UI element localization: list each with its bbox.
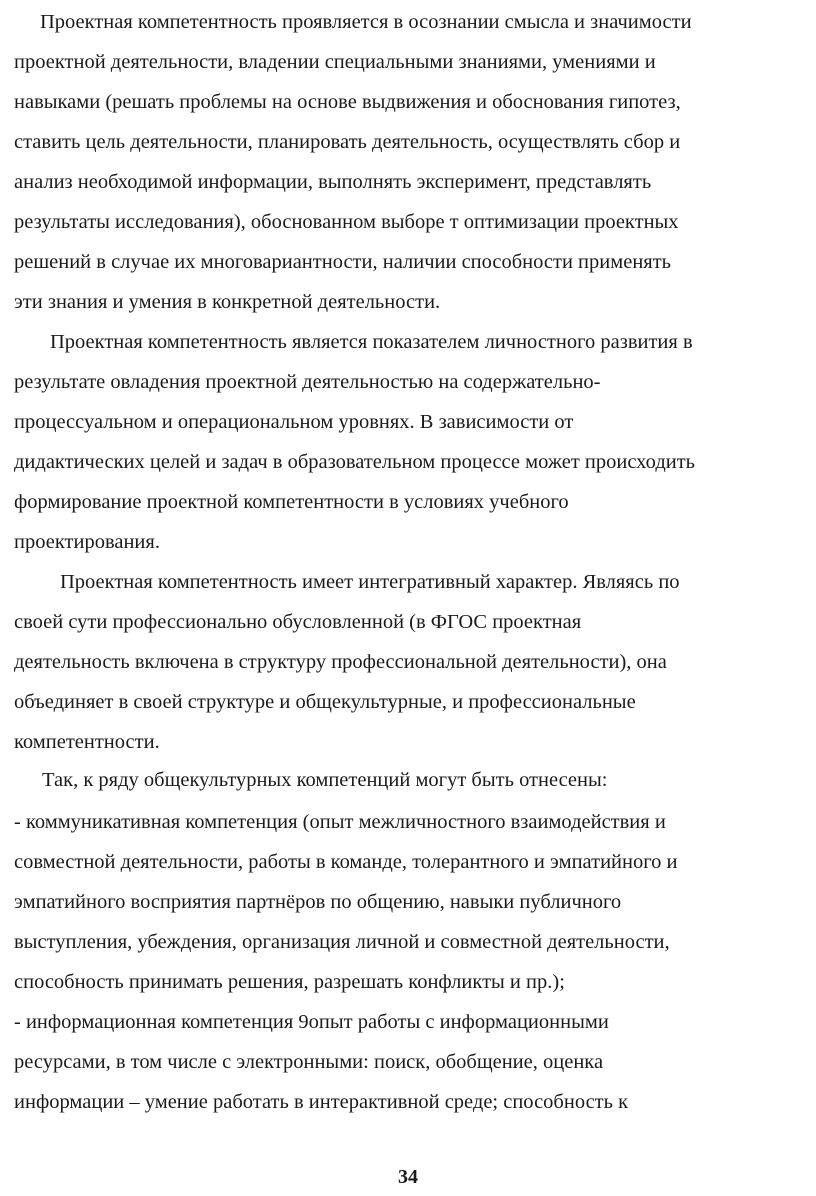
text-line: дидактических целей и задач в образовательном процессе может происходить (14, 451, 696, 473)
text-line: Проектная компетентность имеет интегративный характер. Являясь по (60, 571, 680, 593)
text-line: эмпатийного восприятия партнёров по общению, навыки публичного (14, 891, 622, 913)
text-line: компетентности. (14, 731, 160, 753)
text-line: ресурсами, в том числе с электронными: поиск, обобщение, оценка (14, 1051, 604, 1073)
text-line: деятельность включена в структуру профессиональной деятельности), она (14, 651, 667, 673)
text-line: проектной деятельности, владении специальными знаниями, умениями и (14, 51, 656, 73)
text-line: ставить цель деятельности, планировать деятельность, осуществлять сбор и (14, 131, 681, 153)
text-line: совместной деятельности, работы в команде, толерантного и эмпатийного и (14, 851, 678, 873)
text-line: информации – умение работать в интерактивной среде; способность к (14, 1091, 629, 1113)
text-line: выступления, убеждения, организация личной и совместной деятельности, (14, 931, 670, 953)
text-line: Проектная компетентность проявляется в осознании смысла и значимости (40, 11, 692, 33)
text-line: Проектная компетентность является показателем личностного развития в (50, 331, 693, 353)
text-line: анализ необходимой информации, выполнять эксперимент, представлять (14, 171, 652, 193)
text-line: своей сути профессионально обусловленной (в ФГОС проектная (14, 611, 582, 633)
list-item: - информационная компетенция 9опыт работы с информационными (14, 1011, 609, 1033)
text-line: проектирования. (14, 531, 160, 553)
list-item: - коммуникативная компетенция (опыт межличностного взаимодействия и (14, 811, 666, 833)
text-line: результаты исследования), обоснованном выборе т оптимизации проектных (14, 211, 679, 233)
text-line: объединяет в своей структуре и общекультурные, и профессиональные (14, 691, 636, 713)
text-line: эти знания и умения в конкретной деятельности. (14, 291, 441, 313)
text-line: решений в случае их многовариантности, наличии способности применять (14, 251, 672, 273)
text-line: Так, к ряду общекультурных компетенций могут быть отнесены: (42, 769, 608, 791)
text-line: результате овладения проектной деятельностью на содержательно- (14, 371, 601, 393)
text-line: формирование проектной компетентности в условиях учебного (14, 491, 569, 513)
page-number: 34 (398, 1166, 418, 1188)
text-line: навыками (решать проблемы на основе выдвижения и обоснования гипотез, (14, 91, 681, 113)
text-line: способность принимать решения, разрешать конфликты и пр.); (14, 971, 565, 993)
text-line: процессуальном и операциональном уровнях. В зависимости от (14, 411, 574, 433)
